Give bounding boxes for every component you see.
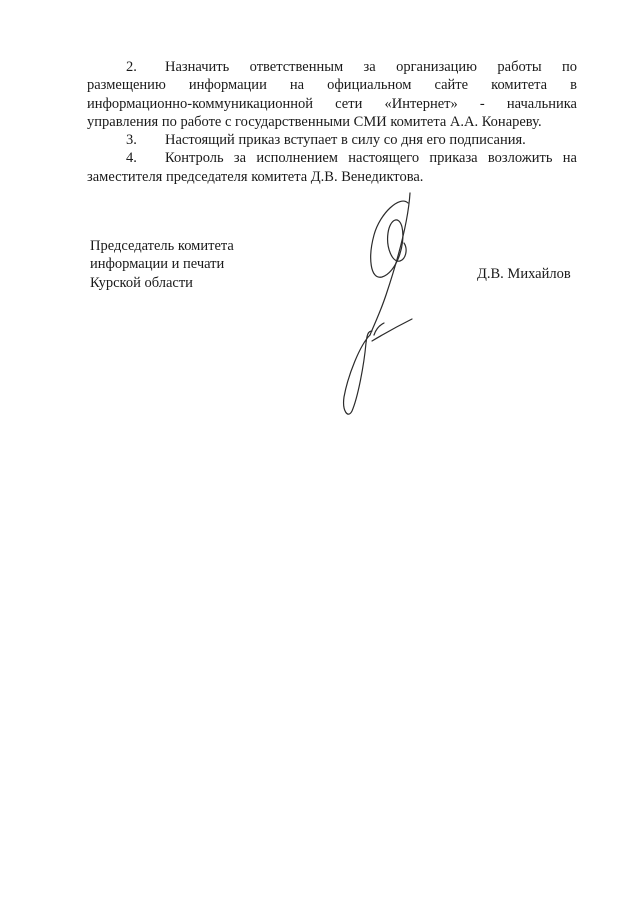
order-item-4 xyxy=(87,149,577,186)
order-item-2-number: 2. xyxy=(126,59,137,75)
order-item-3 xyxy=(87,131,577,149)
signatory-title-line-2: информации и печати xyxy=(90,256,225,273)
order-item-2-line-1: 2. Назначить ответственным за организацию работы по xyxy=(87,58,577,76)
signatory-title xyxy=(90,237,234,292)
order-item-3-number: 3. xyxy=(126,132,137,149)
order-item-4-number: 4. xyxy=(126,150,137,167)
order-body xyxy=(87,58,577,186)
order-item-2-line-2: размещению информации на официальном сайте комитета в xyxy=(87,77,577,94)
signatory-name: Д.В. Михайлов xyxy=(477,266,571,282)
handwritten-signature xyxy=(330,185,430,425)
signatory-title-line-3: Курской области xyxy=(90,274,193,291)
order-item-4-line-1: 4. Контроль за исполнением настоящего приказа возложить на xyxy=(87,149,577,167)
order-item-2-line-3: информационно-коммуникационной сети «Интернет» - начальника xyxy=(87,95,577,112)
signatory-title-line-1: Председатель комитета xyxy=(90,238,234,254)
order-item-2 xyxy=(87,58,577,131)
order-item-4-line-2: заместителя председателя комитета Д.В. Венедиктова. xyxy=(87,168,424,185)
order-item-2-line-4: управления по работе с государственными СМИ комитета А.А. Конареву. xyxy=(87,113,542,130)
order-item-3-line-1: 3. Настоящий приказ вступает в силу со дня его подписания. xyxy=(87,131,577,149)
